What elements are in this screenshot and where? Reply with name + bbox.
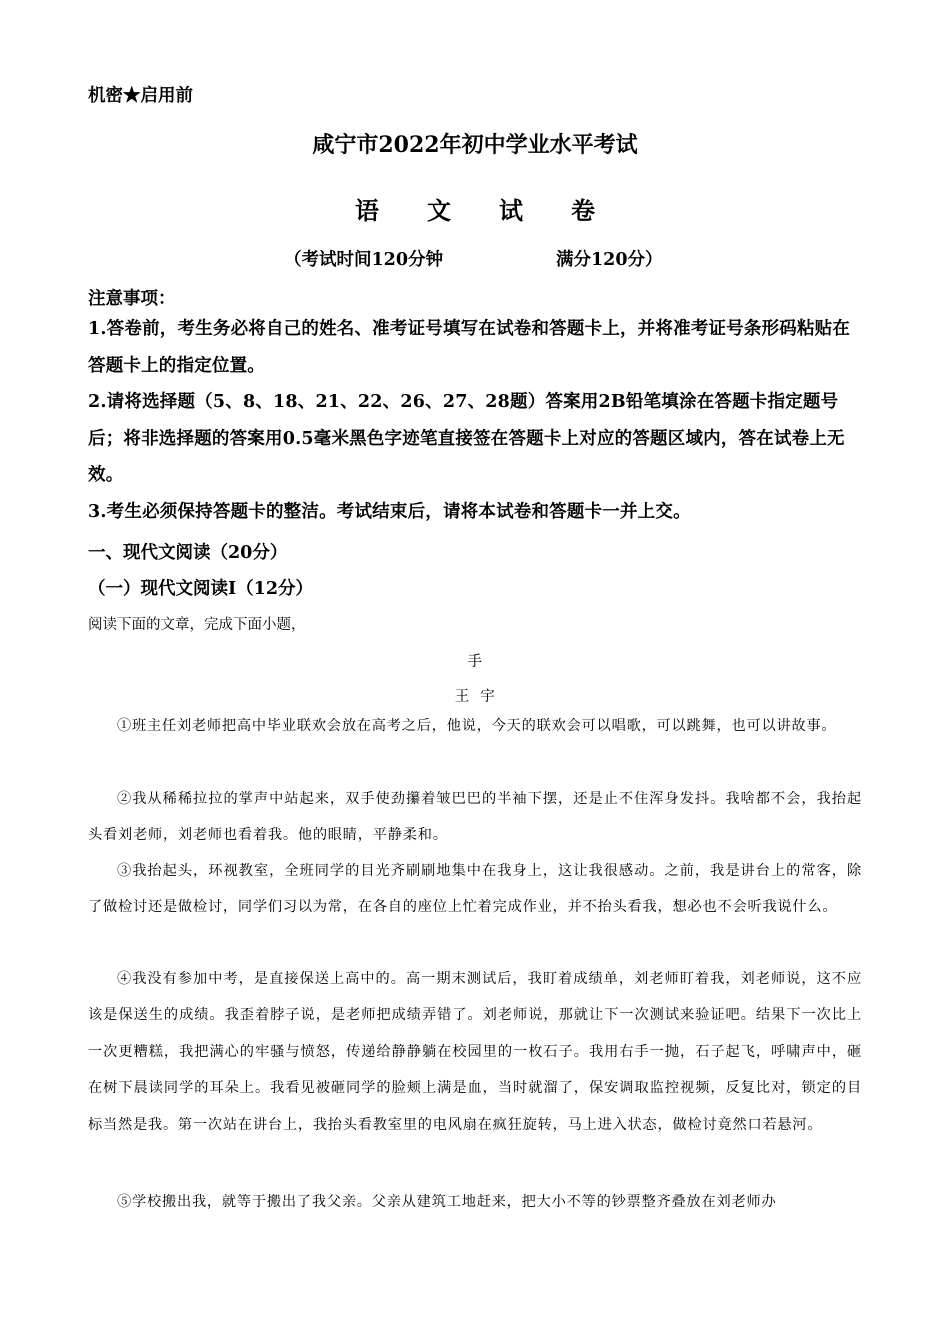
article-paragraph: ④我没有参加中考，是直接保送上高中的。高一期末测试后，我盯着成绩单，刘老师盯着我，刘老师说，这不应该是保送生的成绩。我歪着脖子说，是老师把成绩弄错了。刘老师说，那就让下一次测试来验证吧。结果下一次比上一次更糟糕，我把满心的牢骚与愤怒，传递给静静躺在校园里的一枚石子。我用右手一抛，石子起飞，呼啸声中，砸在树下晨读同学的耳朵上。我看见被砸同学的脸颊上满是血，当时就溜了，保安调取监控视频，反复比对，锁定的目标当然是我。第一次站在讲台上，我抬头看教室里的电风扇在疯狂旋转，马上进入状态，做检讨竟然口若悬河。	[88, 971, 862, 1133]
article-paragraph: ①班主任刘老师把高中毕业联欢会放在高考之后，他说，今天的联欢会可以唱歌，可以跳舞，也可以讲故事。	[117, 718, 837, 734]
exam-score: 满分120分）	[556, 250, 663, 270]
article-title: 手	[467, 654, 483, 670]
notice-item: 3.考生必须保持答题卡的整洁。考试结束后，请将本试卷和答题卡一并上交。	[88, 502, 691, 522]
notice-item: 1.答卷前，考生务必将自己的姓名、准考证号填写在试卷和答题卡上，并将准考证号条形码粘贴在答题卡上的指定位置。	[88, 319, 851, 376]
subtitle-char: 文	[427, 196, 451, 225]
exam-title: 咸宁市2022年初中学业水平考试	[312, 132, 638, 158]
paper-subtitle	[0, 191, 950, 226]
subtitle-char: 卷	[571, 196, 595, 225]
subtitle-char: 语	[355, 196, 379, 225]
article-paragraph: ②我从稀稀拉拉的掌声中站起来，双手使劲攥着皱巴巴的半袖下摆，还是止不住浑身发抖。我啥都不会，我抬起头看刘老师，刘老师也看着我。他的眼睛，平静柔和。	[88, 791, 862, 844]
article-paragraph: ⑤学校搬出我，就等于搬出了我父亲。父亲从建筑工地赶来，把大小不等的钞票整齐叠放在刘老师办	[117, 1194, 777, 1210]
notice-heading: 注意事项：	[88, 289, 176, 309]
reading-instruction: 阅读下面的文章，完成下面小题，	[88, 617, 306, 633]
exam-time: （考试时间120分钟	[284, 250, 444, 270]
article-author: 王 宇	[454, 689, 496, 705]
section-heading: 一、现代文阅读（20分）	[88, 543, 288, 563]
subtitle-char: 试	[499, 196, 523, 225]
secret-label: 机密★启用前	[88, 86, 193, 106]
notice-item: 2.请将选择题（5、8、18、21、22、26、27、28题）答案用2B铅笔填涂在答题卡指定题号后；将非选择题的答案用0.5毫米黑色字迹笔直接签在答题卡上对应的答题区域内，答在试卷上无效。	[88, 392, 845, 485]
article-paragraph: ③我抬起头，环视教室，全班同学的目光齐刷刷地集中在我身上，这让我很感动。之前，我是讲台上的常客，除了做检讨还是做检讨，同学们习以为常，在各自的座位上忙着完成作业，并不抬头看我，想必也不会听我说什么。	[88, 863, 862, 916]
sub-section-heading: （一）现代文阅读Ⅰ（12分）	[88, 579, 314, 599]
